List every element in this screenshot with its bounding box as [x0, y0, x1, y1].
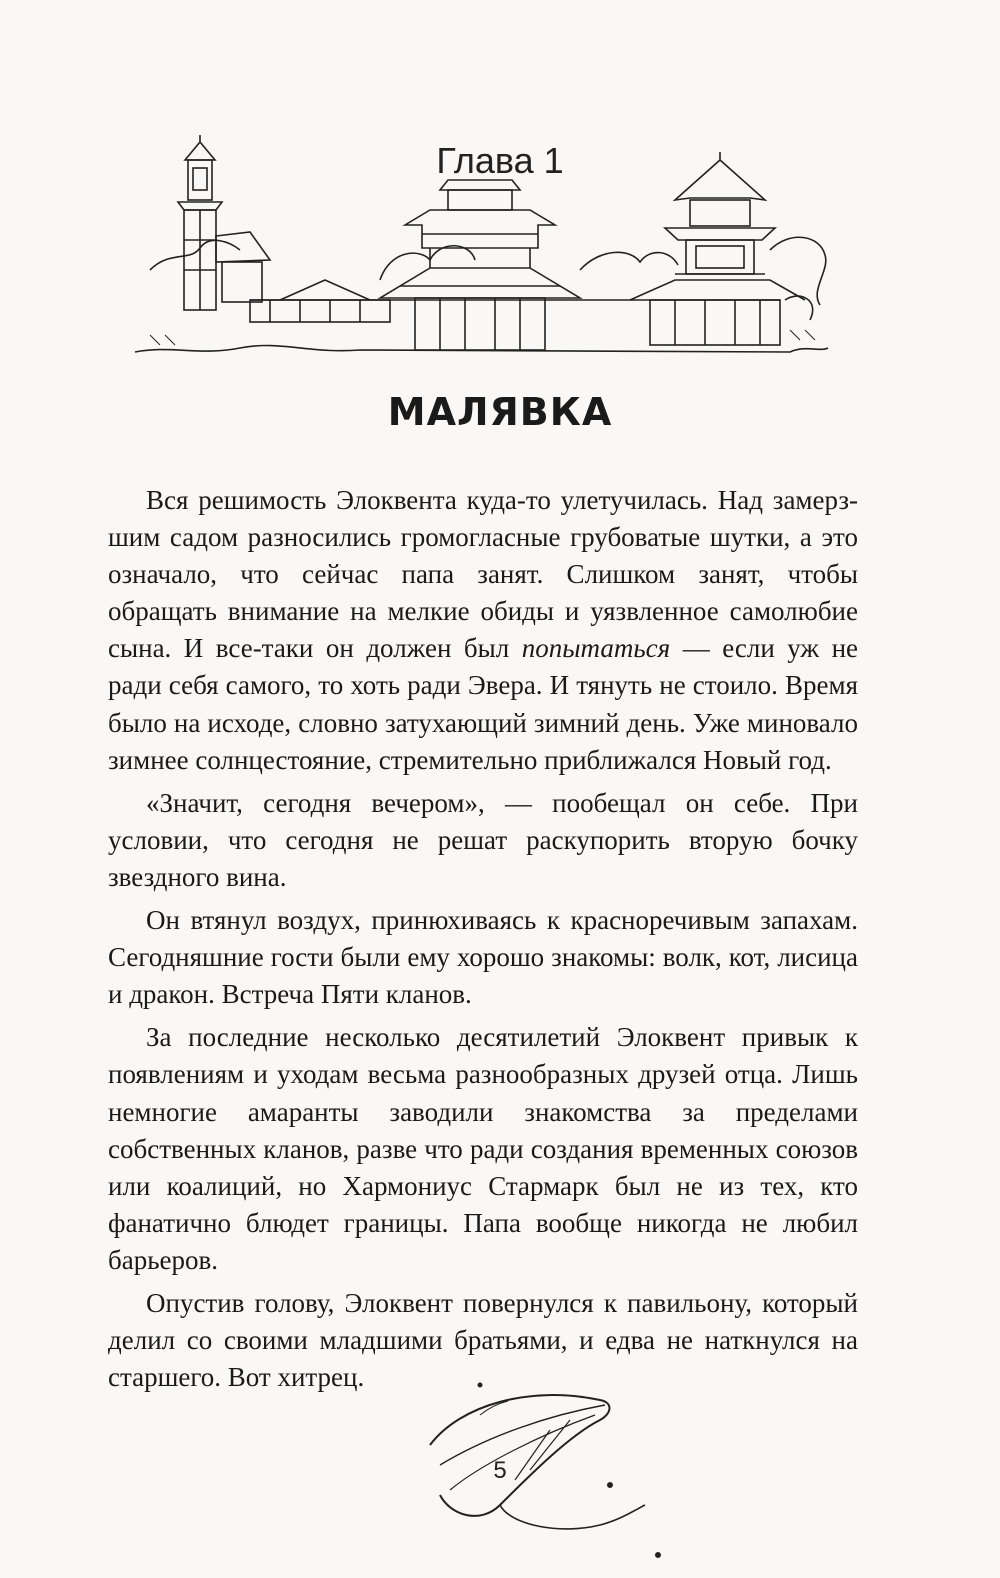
chapter-text [108, 482, 858, 1402]
paragraph: За последние несколько десятилетий Элоквент привык к появлениям и уходам весьма разнообразных друзей отца. Лишь немногие амаранты заводили знакомства за пределами собственных кланов, разве что ради создания временных союзов или коалиций, но Хармониус Стармарк был не из тех, кто фанатично блюдет границы. Папа вообще никогда не любил барьеров. [108, 1022, 858, 1275]
paragraph: «Значит, сегодня вечером», — пообещал он себе. При условии, что сегодня не решат раскупорить вторую бочку звездного вина. [108, 787, 858, 892]
paragraph [108, 482, 858, 779]
paragraph: Он втянул воздух, принюхиваясь к красноречивым запахам. Сегодняшние гости были ему хорошо знакомы: волк, кот, лисица и дракон. Встреча Пяти кланов. [108, 905, 858, 1010]
paragraph: Опустив голову, Элоквент повернулся к павильону, который делил со своими младшими братьями, и едва не наткнулся на старшего. Вот хитрец. [108, 1287, 858, 1393]
paragraph-text: — если уж не ради себя самого, то хоть ради Эвера. И тянуть не стоило. Время было на исходе, словно затухающий зимний день. Уже миновало зимнее солнцестояние, стремительно приближался Новый год. [108, 633, 858, 775]
chapter-title: МАЛЯВКА [387, 390, 613, 434]
emphasis: попытаться [521, 633, 671, 664]
page-number: 5 [493, 1457, 507, 1484]
paragraph-text: Вся решимость Элоквента куда-то улетучилась. Над замерзшим садом разносились громогласные грубоватые шутки, а это означало, что сейчас папа занят. Слишком занят, чтобы обращать внимание на мелкие обиды и уязвленное самолюбие сына. И все-таки он должен был [108, 485, 858, 664]
chapter-label: Глава 1 [436, 140, 564, 181]
